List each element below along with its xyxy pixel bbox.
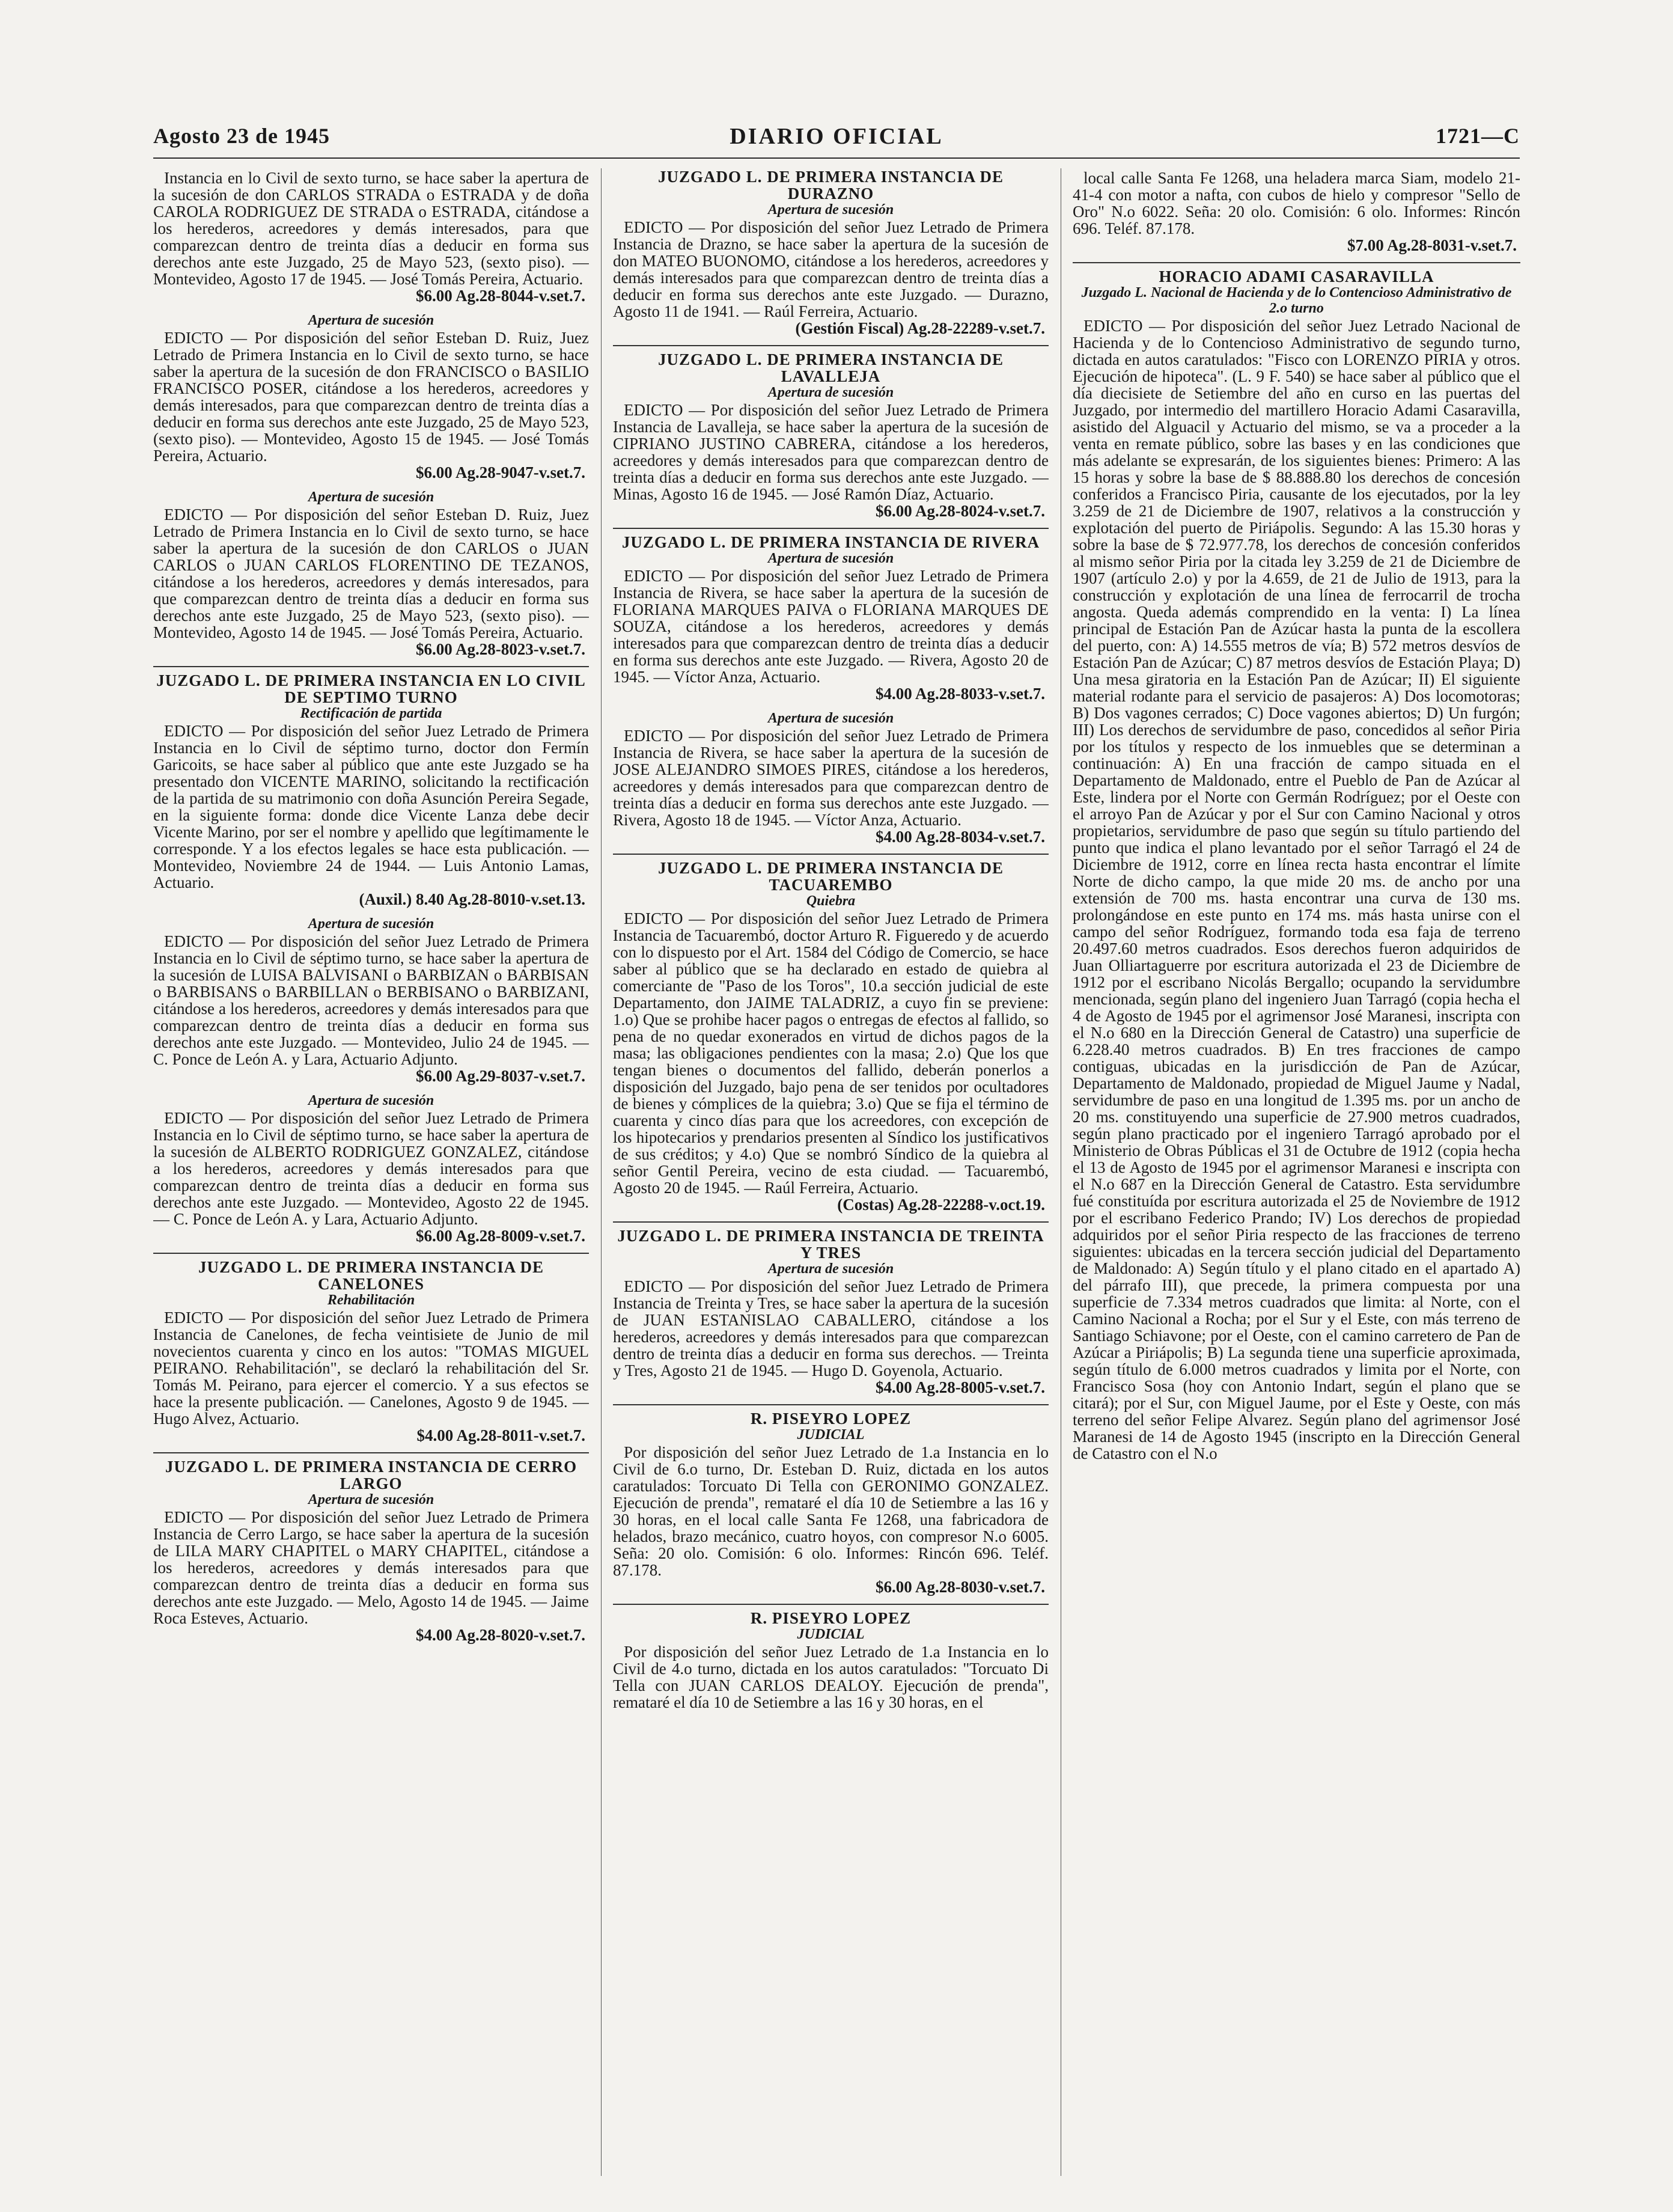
notice-separator — [153, 1452, 589, 1453]
notice-subtitle: Apertura de sucesión — [308, 489, 434, 505]
notice-title: JUZGADO L. DE PRIMERA INSTANCIA DE DURAZNO — [657, 168, 1004, 203]
notice-subtitle: Apertura de sucesión — [308, 916, 434, 932]
notice-price-reference: $6.00 Ag.29-8037-v.set.7. — [416, 1067, 585, 1085]
notice — [613, 345, 1049, 519]
notice-title: JUZGADO L. DE PRIMERA INSTANCIA DE CANELONES — [198, 1258, 544, 1293]
notice-title: JUZGADO L. DE PRIMERA INSTANCIA DE TREINTA Y TRES — [617, 1227, 1044, 1262]
notice — [153, 1452, 589, 1643]
notice-price-reference: (Auxil.) 8.40 Ag.28-8010-v.set.13. — [359, 890, 585, 908]
notice-body: EDICTO — Por disposición del señor Juez Letrado de Primera Instancia de Drazno, se hace saber la apertura de la sucesión de don MATEO BUONOMO, citándose a los herederos, acreedores y demás interesados para que comparezcan dentro de treinta días a deducir en forma sus derechos ante este Juzgado. — Durazno, Agosto 11 de 1941. — Raúl Ferreira, Actuario. — [613, 218, 1049, 320]
notice — [613, 168, 1049, 337]
notice-subtitle: Rectificación de partida — [300, 706, 442, 721]
notice — [613, 854, 1049, 1213]
notice-price-reference: $4.00 Ag.28-8033-v.set.7. — [876, 685, 1045, 703]
notice-subtitle: JUDICIAL — [797, 1427, 865, 1443]
notice — [613, 1604, 1049, 1711]
notice-price-reference: (Gestión Fiscal) Ag.28-22289-v.set.7. — [795, 319, 1045, 337]
notice-title: JUZGADO L. DE PRIMERA INSTANCIA DE RIVERA — [621, 533, 1040, 551]
notice — [153, 916, 589, 1084]
notice — [153, 313, 589, 481]
notice-subtitle: Apertura de sucesión — [767, 710, 894, 726]
notice-body: Por disposición del señor Juez Letrado de 1.a Instancia en lo Civil de 4.o turno, dictada en los autos caratulados: "Torcuato Di Tella con JUAN CARLOS DEALOY. Ejecución de prenda", remataré el día 10 de Setiembre a las 16 y 30 horas, en el — [613, 1643, 1049, 1711]
notice — [1073, 170, 1520, 254]
notice-separator — [153, 1253, 589, 1254]
notice — [153, 666, 589, 908]
notice-body: EDICTO — Por disposición del señor Juez Letrado de Primera Instancia en lo Civil de séptimo turno, doctor don Fermín Garicoits, se hace saber al público que ante este Juzgado se ha presentado don VICENTE MARINO, solicitando la rectificación de la partida de su matrimonio con doña Asunción Pereira Segade, en la siguiente forma: donde dice Vicente Lanza debe decir Vicente Marino, por ser el nombre y apellido que legítimamente le corresponde. Y a los efectos legales se hace esta publicación. — Montevideo, Noviembre 24 de 1944. — Luis Antonio Lamas, Actuario. — [153, 722, 589, 891]
notice — [153, 1093, 589, 1244]
notice-body: EDICTO — Por disposición del señor Juez Letrado de Primera Instancia de Cerro Largo, se hace saber la apertura de la sucesión de LILA MARY CHAPITEL o MARY CHAPITEL, citándose a los herederos, acreedores y demás interesados para que comparezcan dentro de treinta días a deducir en forma sus derechos ante este Juzgado. — Melo, Agosto 14 de 1945. — Jaime Roca Esteves, Actuario. — [153, 1508, 589, 1627]
notice-subtitle: Apertura de sucesión — [767, 385, 894, 400]
notice-body: EDICTO — Por disposición del señor Juez Letrado de Primera Instancia de Rivera, se hace saber la apertura de la sucesión de FLORIANA MARQUES PAIVA o FLORIANA MARQUES DE SOUZA, citándose a los herederos, acreedores y demás interesados para que comparezcan dentro de treinta días a deducir en forma sus derechos ante este Juzgado. — Rivera, Agosto 20 de 1945. — Víctor Anza, Actuario. — [613, 567, 1049, 686]
notice-subtitle: Apertura de sucesión — [308, 313, 434, 328]
notice-title: JUZGADO L. DE PRIMERA INSTANCIA DE CERRO LARGO — [165, 1458, 577, 1492]
notice-price-reference: $6.00 Ag.28-8009-v.set.7. — [416, 1227, 585, 1245]
notice-title: JUZGADO L. DE PRIMERA INSTANCIA DE TACUAREMBO — [657, 859, 1004, 894]
notice — [153, 1253, 589, 1444]
notice-subtitle: Apertura de sucesión — [767, 1261, 894, 1277]
notice-price-reference: $4.00 Ag.28-8020-v.set.7. — [416, 1626, 585, 1644]
notice-subtitle: JUDICIAL — [797, 1627, 865, 1642]
notice-body: EDICTO — Por disposición del señor Juez Letrado de Primera Instancia en lo Civil de séptimo turno, se hace saber la apertura de la sucesión de LUISA BALVISANI o BARBIZAN o BARBISAN o BARBISANS o BARBILLAN o BERBISANO o BARBIZANI, citándose a los herederos, acreedores y demás interesados para que comparezcan dentro de treinta días a deducir en forma sus derechos ante este Juzgado. — Montevideo, Julio 24 de 1945. — C. Ponce de León A. y Lara, Actuario Adjunto. — [153, 932, 589, 1068]
notice-price-reference: $7.00 Ag.28-8031-v.set.7. — [1347, 236, 1517, 254]
column-3 — [1073, 168, 1520, 2176]
page-header — [153, 123, 1520, 159]
notice-body: EDICTO — Por disposición del señor Juez Letrado de Primera Instancia de Canelones, de fecha veintisiete de Junio de mil novecientos cuarenta y cinco en los autos: "TOMAS MIGUEL PEIRANO. Rehabilitación", se declaró la rehabilitación del Sr. Tomás M. Peirano, para ejercer el comercio. Y a sus efectos se hace la presente publicación. — Canelones, Agosto 9 de 1945. — Hugo Alvez, Actuario. — [153, 1309, 589, 1428]
notice-body: EDICTO — Por disposición del señor Juez Letrado de Primera Instancia de Rivera, se hace saber la apertura de la sucesión de JOSE ALEJANDRO SIMOES PIRES, citándose a los herederos, acreedores y demás interesados para que comparezcan dentro de treinta días a deducir en forma sus derechos ante este Juzgado. — Rivera, Agosto 18 de 1945. — Víctor Anza, Actuario. — [613, 727, 1049, 829]
notice-subtitle: Apertura de sucesión — [767, 551, 894, 566]
notice — [153, 489, 589, 658]
notice — [613, 1404, 1049, 1595]
notice-price-reference: $4.00 Ag.28-8034-v.set.7. — [876, 828, 1045, 846]
notice-separator — [613, 1604, 1049, 1605]
header-rule — [153, 157, 1520, 159]
notice-price-reference: $4.00 Ag.28-8011-v.set.7. — [416, 1426, 585, 1444]
page-number: 1721—C — [1436, 124, 1520, 148]
column-divider — [601, 168, 602, 2176]
notice-subtitle: Apertura de sucesión — [308, 1492, 434, 1508]
notice — [1073, 262, 1520, 1462]
notice-price-reference: $6.00 Ag.28-8023-v.set.7. — [416, 640, 585, 658]
issue-date: Agosto 23 de 1945 — [153, 124, 330, 148]
notice-body: EDICTO — Por disposición del señor Juez Letrado de Primera Instancia de Lavalleja, se hace saber la apertura de la sucesión de CIPRIANO JUSTINO CABRERA, citándose a los herederos, acreedores y demás interesados para que comparezcan dentro de treinta días a deducir en forma sus derechos ante este Juzgado. — Minas, Agosto 16 de 1945. — José Ramón Díaz, Actuario. — [613, 401, 1049, 503]
notice-body: EDICTO — Por disposición del señor Juez Letrado Nacional de Hacienda y de lo Contencioso Administrativo de segundo turno, dictada en autos caratulados: "Fisco con LORENZO PIRIA y otros. Ejecución de hipoteca". (L. 9 F. 540) se hace saber al público que el día diecisiete de Setiembre del año en curso en las puertas del Juzgado, por intermedio del martillero Horacio Adami Casaravilla, asistido del Alguacil y Actuario del mismo, se va a proceder a la venta en remate público, sobre las bases y en las condiciones que más adelante se expresarán, de los siguientes bienes: Primero: A las 15 horas y sobre la base de $ 88.888.80 los derechos de concesión conferidos a Francisco Piria, causante de los ejecutados, por la ley 3.259 de 21 de Diciembre de 1907, relativos a la construcción y explotación del puerto de Piriápolis. Segundo: A las 15.30 horas y sobre la base de $ 72.977.78, los derechos de concesión conferidos al mismo señor Piria por la citada ley 3.259 de 21 de Diciembre de 1907 (artículo 2.o) y por la 4.659, de 21 de Julio de 1913, para la construcción y explotación de una línea de ferrocarril de trocha angosta. Queda además comprendido en la venta: I) La línea principal de Estación Pan de Azúcar hasta la punta de la escollera del puerto, con: A) 14.555 metros de vía; B) 572 metros desvíos de Estación Pan de Azúcar; C) 87 metros desvíos de Estación Playa; D) Una mesa giratoria en la Estación Pan de Azúcar; II) El siguiente material rodante para el servicio de pasajeros: A) Dos locomotoras; B) Dos vagones cerrados; C) Doce vagones abiertos; D) Un furgón; III) Los derechos de servidumbre de paso, concedidos al señor Piria por los títulos y respecto de los inmuebles que se determinan a continuación: A) En una fracción de campo situada en el Departamento de Maldonado, entre el Pueblo de Pan de Azúcar al Este, lindera por el Norte con Germán Rodríguez; por el Oeste con el arroyo Pan de Azúcar y por el Sur con Camino Nacional y otros propietarios, servidumbre de paso que según su título partiendo del punto que indica el plano levantado por el señor Tarragó el 24 de Diciembre de 1912, corre en línea recta hasta encontrar el límite Norte de dicho campo, la que mide 20 ms. de ancho por una extensión de 700 ms. hasta encontrar una curva de 130 ms. prolongándose en este punto en 174 ms. más hasta unirse con el campo del señor Rodríguez, formando toda esa faja de terreno 20.497.60 metros cuadrados. Esos derechos fueron adquiridos de Juan Olliartaguerre por escritura autorizada el 23 de Diciembre de 1912 por el escribano Nicolás Bergallo; ocupando la servidumbre mencionada, según plano del ingeniero Juan Tarragó (copia hecha el 4 de Agosto de 1945 por el agrimensor José Maranesi, inscripta con el N.o 680 en la Dirección General de Catastro) una superficie de 6.228.40 metros cuadrados. B) En tres fracciones de campo contiguas, ubicadas en la jurisdicción de Pan de Azúcar, Departamento de Maldonado, propiedad de Miguel Jaume y Nadal, servidumbre de paso en una longitud de 1.395 ms. por un ancho de 20 ms. constituyendo una superficie de 27.900 metros cuadrados, según plano practicado por el ingeniero Tarragó aprobado por el Ministerio de Obras Públicas el 31 de Octubre de 1912 (copia hecha el 13 de Agosto de 1945 por el agrimensor Maranesi e inscripta con el N.o 687 en la Dirección General de Catastro. Esta servidumbre fué constituída por escritura autorizada el 25 de Noviembre de 1912 por el escribano Federico Prando; IV) Los derechos de propiedad adquiridos por el señor Piria respecto de las fracciones de terreno siguientes: ubicadas en la tercera sección judicial del Departamento de Maldonado: A) Según título y el plano citado en el apartado A) del párrafo III), que precede, la primera compuesta por una superficie de 7.334 metros cuadrados que limita: al Norte, con el Camino Nacional a Rocha; por el Sur y el Este, con más terreno de Santiago Schiavone; por el Oeste, con el camino carretero de Pan de Azúcar a Piriápolis; B) La segunda tiene una superficie aproximada, según título de 6.000 metros cuadrados y limita por el Norte, con Francisco Sosa (hoy con Antonio Indart, según el plano que se citará); por el Sur, con Miguel Jaume, por el Este y Oeste, con más terreno del señor Felipe Alvarez. Según plano del agrimensor José Maranesi de 14 de Agosto 1945 (inscripto en la Dirección General de Catastro con el N.o — [1073, 317, 1520, 1462]
notice-title: JUZGADO L. DE PRIMERA INSTANCIA EN LO CIVIL DE SEPTIMO TURNO — [156, 671, 586, 706]
notice-price-reference: $6.00 Ag.28-8030-v.set.7. — [876, 1578, 1045, 1596]
notice-separator — [613, 854, 1049, 855]
notice-body: Instancia en lo Civil de sexto turno, se hace saber la apertura de la sucesión de don CARLOS STRADA o ESTRADA y de doña CAROLA RODRIGUEZ DE STRADA o ESTRADA, citándose a los herederos, acreedores y demás interesados, para que comparezcan dentro de treinta días a deducir en forma sus derechos ante este Juzgado, 25 de Mayo 523, (sexto piso). — Montevideo, Agosto 17 de 1945. — José Tomás Pereira, Actuario. — [153, 169, 589, 288]
notice — [153, 170, 589, 304]
notice-body: EDICTO — Por disposición del señor Esteban D. Ruiz, Juez Letrado de Primera Instancia en lo Civil de sexto turno, se hace saber la apertura de la sucesión de don CARLOS o JUAN CARLOS o JUAN CARLOS FLORENTINO DE TEZANOS, citándose a los herederos, acreedores y demás interesados, para que comparezcan dentro de treinta días a deducir en forma sus derechos ante este Juzgado, 25 de Mayo 523, (sexto piso). — Montevideo, Agosto 14 de 1945. — José Tomás Pereira, Actuario. — [153, 506, 589, 641]
publication-title: DIARIO OFICIAL — [730, 124, 943, 149]
notice-title: R. PISEYRO LOPEZ — [750, 1410, 912, 1428]
notice-subtitle: Rehabilitación — [327, 1292, 415, 1308]
notice-body: EDICTO — Por disposición del señor Juez Letrado de Primera Instancia en lo Civil de séptimo turno, se hace saber la apertura de la sucesión de ALBERTO RODRIGUEZ GONZALEZ, citándose a los herederos, acreedores y demás interesados para que comparezcan dentro de treinta días a deducir en forma sus derechos ante este Juzgado. — Montevideo, Agosto 22 de 1945. — C. Ponce de León A. y Lara, Actuario Adjunto. — [153, 1109, 589, 1228]
notice-separator — [613, 1221, 1049, 1223]
notice — [613, 528, 1049, 702]
notice-body: EDICTO — Por disposición del señor Juez Letrado de Primera Instancia de Tacuarembó, doctor Arturo R. Figueredo y de acuerdo con lo dispuesto por el Art. 1584 del Código de Comercio, se hace saber al público que se ha declarado en estado de quiebra al comerciante de "Paso de los Toros", 10.a sección judicial de este Departamento, don JAIME TALADRIZ, a cuyo fin se previene: 1.o) Que se prohibe hacer pagos o entregas de efectos al fallido, so pena de no quedar exonerados en virtud de dichos pagos de la masa; las obligaciones pendientes con la masa; 2.o) Que los que tengan bienes o documentos del fallido, deberán ponerlos a disposición del Juzgado, bajo pena de ser tenidos por ocultadores de bienes y cómplices de la quiebra; 3.o) Que se fija el término de cuarenta y cinco días para que los acreedores, con excepción de los hipotecarios y prendarios presenten al Síndico los justificativos de sus créditos; y 4.o) Que se nombró Síndico de la quiebra al señor Gentil Pereira, vecino de esta ciudad. — Tacuarembó, Agosto 20 de 1945. — Raúl Ferreira, Actuario. — [613, 909, 1049, 1197]
notice-subtitle: Juzgado L. Nacional de Hacienda y de lo Contencioso Administrativo de 2.o turno — [1081, 285, 1512, 316]
notice-body: Por disposición del señor Juez Letrado de 1.a Instancia en lo Civil de 6.o turno, Dr. Esteban D. Ruiz, dictada en los autos caratulados: Torcuato Di Tella con GERONIMO GONZALEZ. Ejecución de prenda", remataré el día 10 de Setiembre a las 16 y 30 horas, en el local calle Santa Fe 1268, una fabricadora de helados, brazo mecánico, cuatro hoyos, con compresor N.o 6005. Seña: 20 olo. Comisión: 6 olo. Informes: Rincón 696. Teléf. 87.178. — [613, 1443, 1049, 1579]
column-2 — [613, 168, 1049, 2176]
column-1 — [153, 168, 589, 2176]
notice-separator — [1073, 262, 1520, 263]
notice-subtitle: Quiebra — [806, 893, 856, 909]
notice-separator — [613, 528, 1049, 529]
notice-subtitle: Apertura de sucesión — [767, 202, 894, 218]
notice-price-reference: $4.00 Ag.28-8005-v.set.7. — [876, 1378, 1045, 1396]
notice-separator — [153, 666, 589, 667]
notice-title: HORACIO ADAMI CASARAVILLA — [1159, 267, 1434, 286]
notice-price-reference: $6.00 Ag.28-8024-v.set.7. — [876, 502, 1045, 520]
notice-separator — [613, 1404, 1049, 1405]
notice-body: EDICTO — Por disposición del señor Esteban D. Ruiz, Juez Letrado de Primera Instancia en lo Civil de sexto turno, se hace saber la apertura de la sucesión de don FRANCISCO o BASILIO FRANCISCO POSER, citándose a los herederos, acreedores y demás interesados, para que comparezcan dentro de treinta días a deducir en forma sus derechos ante este Juzgado, 25 de Mayo 523, (sexto piso). — Montevideo, Agosto 15 de 1945. — José Tomás Pereira, Actuario. — [153, 329, 589, 465]
notice — [613, 710, 1049, 845]
notice — [613, 1221, 1049, 1396]
notice-body: local calle Santa Fe 1268, una heladera marca Siam, modelo 21-41-4 con motor a nafta, con cubos de hielo y compresor "Sello de Oro" N.o 6022. Seña: 20 olo. Comisión: 6 olo. Informes: Rincón 696. Teléf. 87.178. — [1073, 169, 1520, 237]
notice-subtitle: Apertura de sucesión — [308, 1093, 434, 1108]
notice-price-reference: $6.00 Ag.28-9047-v.set.7. — [416, 463, 585, 481]
notice-title: JUZGADO L. DE PRIMERA INSTANCIA DE LAVALLEJA — [657, 350, 1004, 385]
notice-price-reference: (Costas) Ag.28-22288-v.oct.19. — [837, 1196, 1045, 1214]
notice-body: EDICTO — Por disposición del señor Juez Letrado de Primera Instancia de Treinta y Tres, se hace saber la apertura de la sucesión de JUAN ESTANISLAO CABALLERO, citándose a los herederos, acreedores y demás interesados para que comparezcan dentro de treinta días a deducir en forma sus derechos. — Treinta y Tres, Agosto 21 de 1945. — Hugo D. Goyenola, Actuario. — [613, 1277, 1049, 1379]
notice-separator — [613, 345, 1049, 346]
notice-title: R. PISEYRO LOPEZ — [750, 1609, 912, 1627]
notice-price-reference: $6.00 Ag.28-8044-v.set.7. — [416, 287, 585, 305]
columns — [153, 168, 1520, 2176]
